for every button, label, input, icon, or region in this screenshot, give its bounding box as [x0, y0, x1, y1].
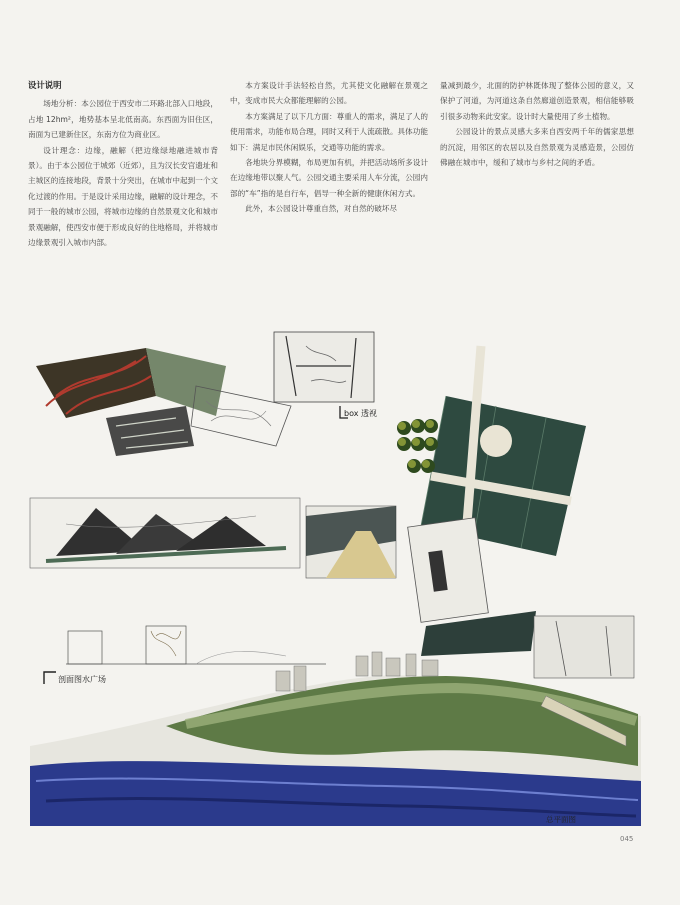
section-caption: 剖面图水广场 [58, 675, 106, 684]
box-perspective-sketch [274, 332, 377, 418]
paragraph-nature-cont: 量减到最少，北面的防护林既体现了整体公园的意义，又保护了河道，为河道这条自然廊道创造景观，相信能够吸引很多动物来此安家。设计时大量使用了乡土植物。 [440, 81, 634, 121]
master-plan-sketch [397, 346, 634, 678]
paragraph-requirements: 本方案满足了以下几方面：尊重人的需求，满足了人的使用需求，功能布局合理，同时又利于人流疏散。具体功能如下：满足市民休闲娱乐，交通等功能的需求。 [230, 111, 428, 152]
master-plan-caption: 总平面图 [546, 815, 576, 824]
paragraph-nature: 此外，本公园设计尊重自然，对自然的破坏尽 [245, 204, 398, 214]
paragraph-inspiration: 公园设计的景点灵感大多来自西安两千年的儒家思想的沉淀，用邻区的农居以及自然景观为灵感造景，公园仿佛融在城市中，缓和了城市与乡村之间的矛盾。 [440, 127, 634, 168]
paragraph-approach: 本方案设计手法轻松自然，尤其使文化融解在景观之中，变成市民大众都能理解的公园。 [230, 81, 428, 106]
section-heading: 设计说明 [28, 80, 62, 90]
paragraph-layout: 各地块分界模糊，布局更加有机，并把活动场所多设计在边缘地带以聚人气。公园交通主要采用人车分流，公园内部的“车”指的是自行车，倡导一种全新的健康休闲方式。 [230, 158, 428, 198]
text-column-1 [28, 78, 218, 250]
tree-perspective-sketch [36, 348, 291, 456]
design-sketch-collage [26, 326, 646, 826]
text-column-3 [440, 78, 634, 170]
page-number: 045 [620, 835, 634, 843]
tent-canopy-sketch [30, 498, 300, 568]
text-column-2 [230, 78, 428, 217]
path-perspective-sketch [306, 506, 396, 578]
box-perspective-caption: box 透视 [344, 409, 378, 418]
paragraph-site-analysis: 场地分析：本公园位于西安市二环路北部入口地段，占地 12hm²，地势基本呈北低南高。东西面为旧住区，南面为已建新住区，东南方位为商业区。 [28, 99, 218, 140]
paragraph-design-concept: 设计理念：边缘，融解（把边缘绿地融进城市背景）。由于本公园位于城郊（近郊），且为汉长安宫遗址和主城区的连接地段，背景十分突出，在城市中起到一个文化过渡的作用。于是设计采用边缘，融解的设计理念，不同于一般的城市公园，将城市边缘的自然景观文化和城市景观融解，使西安市便于形成良好的住地格局，并将城市边缘景观引入城市内部。 [28, 145, 218, 248]
